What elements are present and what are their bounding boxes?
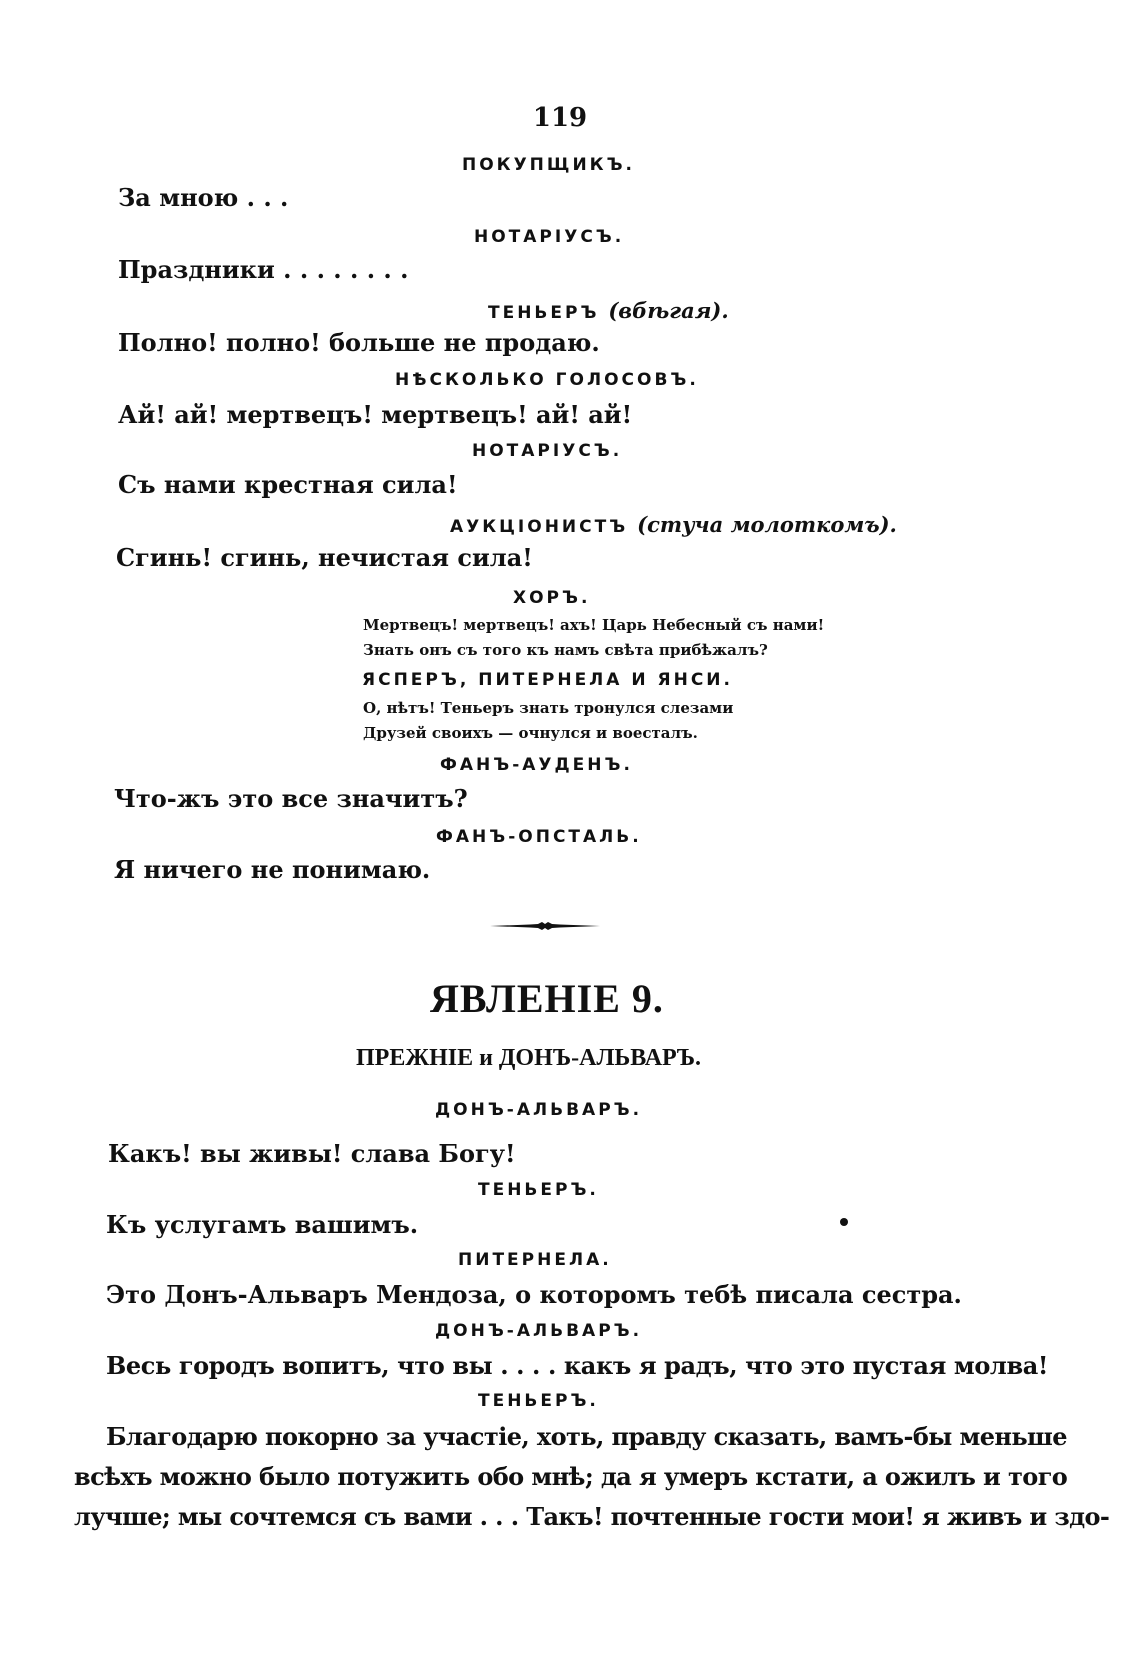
dialogue-line: Полно! полно! больше не продаю.: [118, 328, 600, 357]
dialogue-line: Я ничего не понимаю.: [114, 855, 431, 884]
speaker-heading: ПИТЕРНЕЛА.: [458, 1250, 612, 1270]
speaker-heading: ДОНЪ-АЛЬВАРЪ.: [435, 1321, 643, 1341]
prose-line: Благодарю покорно за участіе, хоть, правду сказать, вамъ-бы меньше: [106, 1422, 1067, 1451]
speaker-heading: АУКЦІОНИСТЪ (стуча молоткомъ).: [450, 512, 897, 537]
stray-mark: [840, 1218, 848, 1226]
speaker-heading: ФАНЪ-АУДЕНЪ.: [440, 755, 633, 775]
scene-title: ЯВЛЕНІЕ 9.: [430, 976, 664, 1021]
dialogue-line: За мною . . .: [118, 183, 289, 212]
speaker-heading: ХОРЪ.: [513, 588, 591, 608]
stage-direction: (стуча молоткомъ).: [637, 512, 897, 537]
speaker-heading: ФАНЪ-ОПСТАЛЬ.: [436, 827, 642, 847]
prose-line: всѣхъ можно было потужить обо мнѣ; да я умеръ кстати, а ожилъ и того: [74, 1462, 1068, 1491]
dialogue-line: Ай! ай! мертвецъ! мертвецъ! ай! ай!: [118, 400, 633, 429]
scene-cast: ПРЕЖНІЕ и ДОНЪ-АЛЬВАРЪ.: [356, 1045, 702, 1071]
dialogue-line: Съ нами крестная сила!: [118, 470, 458, 499]
speaker-heading: ЯСПЕРЪ, ПИТЕРНЕЛА И ЯНСИ.: [362, 670, 733, 690]
speaker-heading: ДОНЪ-АЛЬВАРЪ.: [435, 1100, 643, 1120]
dialogue-line: Что-жъ это все значитъ?: [114, 784, 468, 813]
speaker-heading: НОТАРІУСЪ.: [472, 441, 623, 461]
stage-direction: (вбѣгая).: [608, 298, 729, 323]
speaker-heading: НѢСКОЛЬКО ГОЛОСОВЪ.: [395, 370, 699, 390]
speaker-heading: ПОКУПЩИКЪ.: [462, 155, 635, 175]
ornament-divider: [490, 921, 600, 931]
verse-line: О, нѣтъ! Теньеръ знать тронулся слезами: [363, 699, 734, 717]
speaker-heading: ТЕНЬЕРЪ (вбѣгая).: [488, 298, 729, 323]
dialogue-line: Праздники . . . . . . . .: [118, 255, 409, 284]
page-number: 119: [532, 103, 588, 133]
dialogue-line: Весь городъ вопитъ, что вы . . . . какъ я радъ, что это пустая молва!: [106, 1351, 1049, 1380]
dialogue-line: Какъ! вы живы! слава Богу!: [108, 1139, 516, 1168]
verse-line: Друзей своихъ — очнулся и воесталъ.: [363, 724, 698, 742]
speaker-heading: НОТАРІУСЪ.: [474, 227, 625, 247]
speaker-heading: ТЕНЬЕРЪ.: [478, 1180, 599, 1200]
verse-line: Мертвецъ! мертвецъ! ахъ! Царь Небесный съ нами!: [363, 616, 825, 634]
verse-line: Знать онъ съ того къ намъ свѣта прибѣжалъ?: [363, 641, 768, 659]
dialogue-line: Сгинь! сгинь, нечистая сила!: [116, 543, 533, 572]
prose-line: лучше; мы сочтемся съ вами . . . Такъ! почтенные гости мои! я живъ и здо-: [74, 1502, 1110, 1531]
dialogue-line: Къ услугамъ вашимъ.: [106, 1210, 419, 1239]
dialogue-line: Это Донъ-Альваръ Мендоза, о которомъ тебѣ писала сестра.: [106, 1280, 962, 1309]
speaker-heading: ТЕНЬЕРЪ.: [478, 1391, 599, 1411]
